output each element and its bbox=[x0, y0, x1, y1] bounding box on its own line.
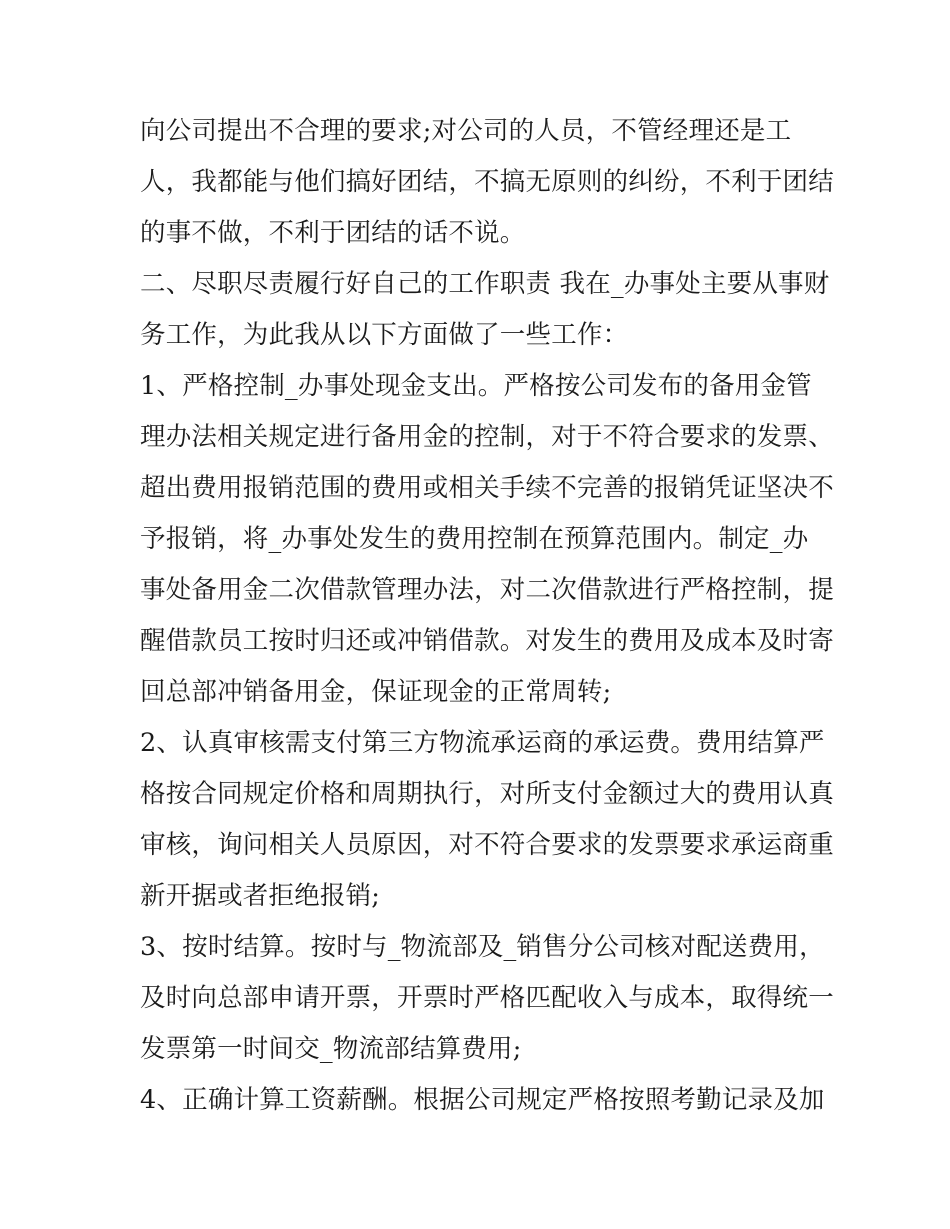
text-line: 新开据或者拒绝报销; bbox=[140, 881, 381, 911]
text-line: 回总部冲销备用金，保证现金的正常周转; bbox=[140, 677, 612, 707]
list-item-2: 2、认真审核需支付第三方物流承运商的承运费。费用结算严 bbox=[140, 728, 825, 758]
text-line: 超出费用报销范围的费用或相关手续不完善的报销凭证坚决不 bbox=[140, 473, 834, 503]
text-line: 发票第一时间交_物流部结算费用; bbox=[140, 1034, 522, 1064]
text-line: 审核，询问相关人员原因，对不符合要求的发票要求承运商重 bbox=[140, 830, 834, 860]
text-line: 向公司提出不合理的要求;对公司的人员，不管经理还是工 bbox=[140, 116, 792, 146]
text-line: 及时向总部申请开票，开票时严格匹配收入与成本，取得统一 bbox=[140, 983, 834, 1013]
list-item-1: 1、严格控制_办事处现金支出。严格按公司发布的备用金管 bbox=[140, 371, 812, 401]
text-line: 事处备用金二次借款管理办法，对二次借款进行严格控制，提 bbox=[140, 575, 834, 605]
text-line: 醒借款员工按时归还或冲销借款。对发生的费用及成本及时寄 bbox=[140, 626, 834, 656]
text-line: 务工作，为此我从以下方面做了一些工作： bbox=[140, 320, 629, 350]
text-line: 的事不做，不利于团结的话不说。 bbox=[140, 218, 526, 248]
text-line: 人，我都能与他们搞好团结，不搞无原则的纠纷，不利于团结 bbox=[140, 167, 834, 197]
list-item-3: 3、按时结算。按时与_物流部及_销售分公司核对配送费用， bbox=[140, 932, 825, 962]
text-line: 格按合同规定价格和周期执行，对所支付金额过大的费用认真 bbox=[140, 779, 834, 809]
text-line: 理办法相关规定进行备用金的控制，对于不符合要求的发票、 bbox=[140, 422, 834, 452]
list-item-4: 4、正确计算工资薪酬。根据公司规定严格按照考勤记录及加 bbox=[140, 1085, 825, 1115]
section-heading: 二、尽职尽责履行好自己的工作职责 我在_办事处主要从事财 bbox=[140, 269, 830, 299]
text-line: 予报销，将_办事处发生的费用控制在预算范围内。制定_办 bbox=[140, 524, 809, 554]
document-body bbox=[140, 106, 834, 1126]
